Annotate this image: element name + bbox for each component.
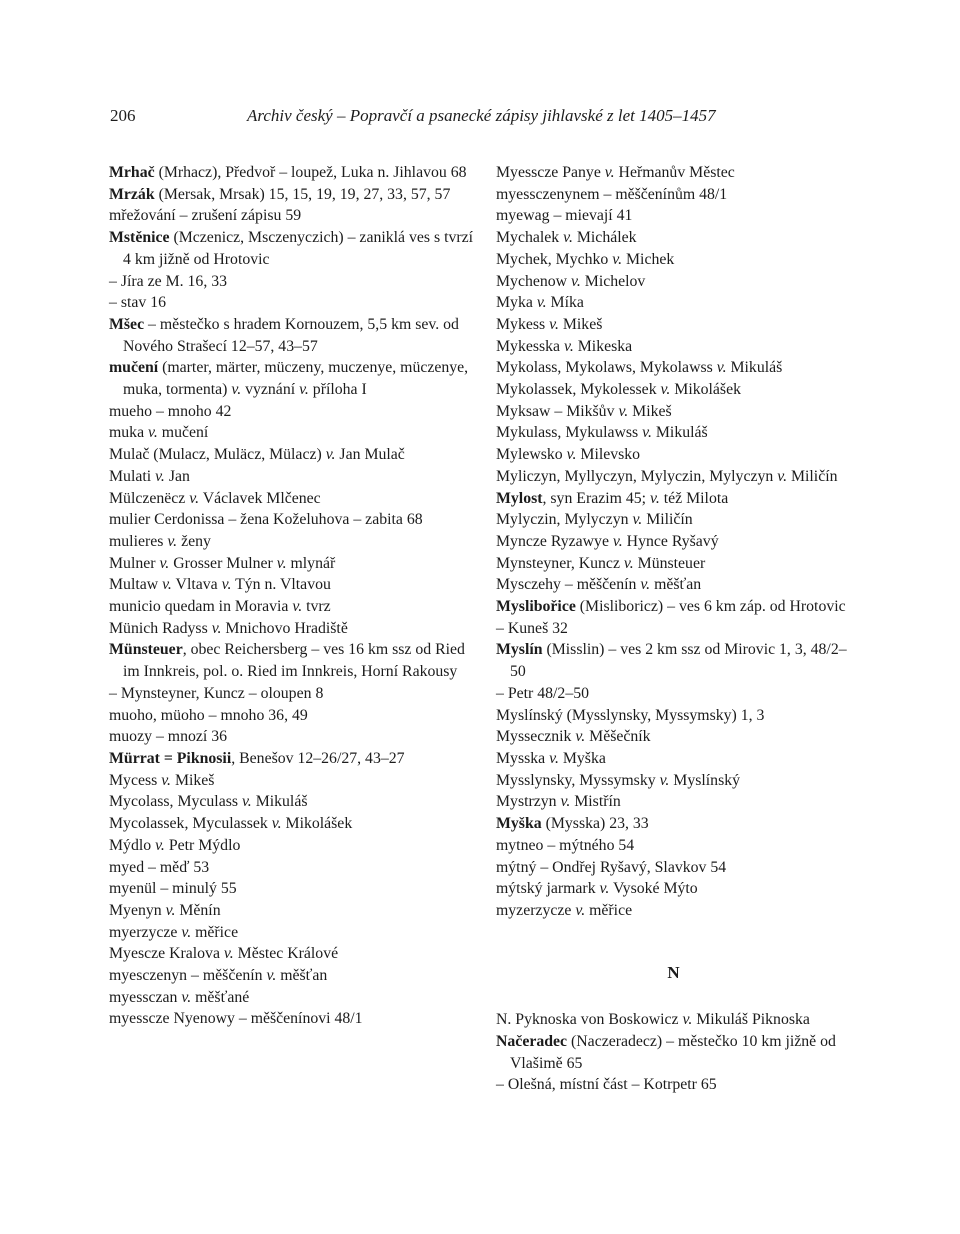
entry-text: mytneo – mýtného 54 [496, 836, 635, 854]
entry-text: , syn Erazim 45; [542, 489, 651, 507]
entry-text: Mylewsko [496, 446, 567, 464]
see-reference-marker: v. [575, 728, 586, 746]
index-entry [109, 292, 474, 314]
entry-reference: Mikeš [628, 402, 672, 420]
entry-headword: Mrhač [109, 164, 155, 181]
index-entry [109, 314, 474, 357]
see-reference-marker: v. [612, 532, 623, 550]
entry-headword: Mylost [496, 489, 543, 507]
see-reference-marker: v. [167, 532, 178, 550]
entry-reference: Grosser Mulner [169, 554, 277, 572]
entry-text: (Misslin) – ves 2 km ssz od Mirovic 1, 3, 48/2–50 [510, 641, 847, 681]
entry-reference: Měšečník [585, 728, 651, 746]
see-reference-marker: v. [162, 576, 172, 594]
entry-text: Mycolassek, Myculassek [109, 815, 272, 833]
index-entry [496, 596, 861, 618]
entry-text: myerzycze [109, 923, 182, 941]
entry-reference: Václavek Mlčenec [199, 489, 321, 507]
index-entry [496, 379, 861, 401]
entry-text: – Mynsteyner, Kuncz – oloupen 8 [109, 684, 324, 702]
entry-reference: Mikuláš [726, 359, 783, 377]
entry-text: Mykulass, Mykulawss [496, 424, 643, 442]
see-reference-marker: v. [659, 771, 670, 789]
entry-reference: Milevsko [576, 446, 641, 464]
entry-text: Mysslynsky, Myssymsky [496, 771, 660, 789]
entry-reference: Mikeska [573, 337, 633, 355]
entry-reference: Hynce Ryšavý [622, 532, 719, 550]
index-entry [109, 574, 474, 596]
index-entry [496, 683, 861, 705]
index-entry [109, 683, 474, 705]
index-entry [109, 791, 474, 813]
index-entry [496, 184, 861, 206]
entry-text: Mysska [496, 749, 550, 767]
entry-reference: měšťan [276, 967, 328, 985]
entry-text: (Mczenicz, Msczenyczich) – zaniklá ves s tvrzí 4 km jižně od Hrotovic [123, 229, 474, 268]
entry-headword: Myslín [496, 641, 543, 659]
see-reference-marker: v. [148, 424, 158, 442]
entry-text: Myescze Kralova [109, 945, 224, 963]
index-entry [109, 705, 474, 727]
entry-text: Mychenow [496, 272, 572, 290]
index-entry [496, 705, 861, 727]
index-column-right [496, 162, 861, 1096]
entry-reference: Michek [622, 250, 675, 268]
entry-text: muoho, müoho – mnoho 36, 49 [109, 706, 308, 724]
entry-reference: Münsteuer [633, 554, 706, 572]
entry-headword: Mrzák [109, 185, 155, 203]
index-entry [496, 422, 861, 444]
entry-reference: Jan Mulač [335, 446, 405, 464]
entry-reference: Mikuláš [651, 424, 708, 442]
see-reference-marker: v. [223, 945, 234, 963]
index-entries-n [496, 1009, 861, 1096]
index-entry [496, 444, 861, 466]
entry-reference: Mnichovo Hradiště [221, 619, 348, 637]
entry-headword: Myslibořice [496, 598, 576, 616]
entry-text: Mychalek [496, 229, 564, 247]
index-entry [496, 618, 861, 640]
entry-text: , Benešov 12–26/27, 43–27 [231, 749, 405, 767]
entry-text: Mynsteyner, Kuncz [496, 554, 624, 572]
index-entry [496, 162, 861, 184]
entry-reference: Myslínský [669, 771, 741, 789]
entry-reference: Michálek [572, 229, 637, 247]
entry-reference: Mikolášek [670, 381, 741, 399]
see-reference-marker: v. [325, 446, 336, 464]
entry-text: mýtný – Ondřej Ryšavý, Slavkov 54 [496, 858, 727, 876]
index-entry [109, 466, 474, 488]
index-entry [109, 857, 474, 879]
index-entry [496, 639, 861, 682]
index-entry [496, 336, 861, 358]
index-entry [496, 553, 861, 575]
index-entry [109, 813, 474, 835]
index-entry [109, 357, 474, 400]
index-entry [109, 596, 474, 618]
entry-text: – městečko s hradem Kornouzem, 5,5 km sev. od Nového Strašecí 12–57, 43–57 [123, 315, 459, 355]
entry-reference: Mikuláš Piknoska [692, 1011, 810, 1029]
entry-reference: Mikeš [171, 771, 215, 789]
index-entry [496, 249, 861, 271]
index-entry [496, 271, 861, 293]
see-reference-marker: v. [560, 793, 571, 811]
index-entry [496, 227, 861, 249]
entry-reference: měřice [191, 923, 239, 941]
entry-text: myesczenyn – měščenín [109, 967, 267, 985]
entry-text: Mycess [109, 771, 162, 789]
entry-text: mulieres [109, 532, 168, 550]
see-reference-marker: v. [566, 446, 577, 464]
entry-text: Multaw [109, 576, 163, 594]
index-entry [496, 401, 861, 423]
see-reference-marker: v. [642, 424, 652, 442]
index-entry [109, 488, 474, 510]
index-entry [496, 835, 861, 857]
entry-text: (Mysska) 23, 33 [541, 815, 649, 833]
see-reference-marker: v. [716, 359, 727, 377]
index-entry [109, 184, 474, 206]
entry-text: Mystrzyn [496, 793, 561, 811]
see-reference-marker: v. [292, 598, 303, 616]
entry-text: Myslínský (Mysslynsky, Myssymsky) 1, 3 [496, 706, 765, 724]
see-reference-marker: v. [660, 381, 671, 399]
entry-text: Münich Radyss [109, 619, 212, 637]
index-entry [109, 878, 474, 900]
entry-reference: měšťan [650, 576, 702, 594]
entry-reference: měšťané [191, 988, 250, 1006]
see-reference-marker: v. [599, 880, 610, 898]
entry-text: Mylyczin, Mylyczyn [496, 511, 633, 529]
entry-headword: Myška [496, 815, 542, 833]
see-reference-marker: v. [536, 294, 547, 312]
see-reference-marker: v. [612, 250, 623, 268]
index-entry [496, 292, 861, 314]
see-reference-marker: v. [299, 381, 309, 399]
index-entry [496, 900, 861, 922]
entry-text: Mykolass, Mykolaws, Mykolawss [496, 359, 717, 377]
entry-text: (Mersak, Mrsak) 15, 15, 19, 19, 27, 33, 57, 57 [154, 185, 451, 203]
entry-text: Myksaw – Mikšův [496, 402, 619, 420]
see-reference-marker: v. [271, 815, 282, 833]
index-entry [496, 1074, 861, 1096]
entry-text: Mycolass, Myculass [109, 793, 242, 811]
entry-reference: též Milota [659, 489, 729, 507]
entry-reference: Vltava [171, 576, 222, 594]
entry-text: myenül – minulý 55 [109, 880, 237, 898]
entry-text: – Kuneš 32 [496, 619, 568, 637]
entry-reference: tvrz [302, 598, 331, 616]
index-entry [496, 813, 861, 835]
see-reference-marker: v. [231, 381, 242, 399]
see-reference-marker: v. [682, 1011, 693, 1029]
index-entry [109, 639, 474, 682]
entry-reference: mučení [157, 424, 209, 442]
index-entry [109, 422, 474, 444]
see-reference-marker: v. [189, 489, 200, 507]
see-reference-marker: v. [563, 229, 573, 247]
entry-reference: Petr Mýdlo [164, 836, 241, 854]
index-entry [109, 205, 474, 227]
entry-reference: mlynář [286, 554, 336, 572]
entry-text: – stav 16 [109, 294, 167, 312]
entry-reference: Mistřín [570, 793, 621, 811]
entry-reference: Mikeš [558, 315, 603, 333]
see-reference-marker: v. [640, 576, 651, 594]
page-header [110, 106, 730, 128]
index-entry [109, 618, 474, 640]
see-reference-marker: v. [623, 554, 634, 572]
entry-text: myessczenynem – měščenínům 48/1 [496, 185, 728, 203]
index-entry [496, 466, 861, 488]
entry-text: Mysczehy – měščenín [496, 576, 641, 594]
see-reference-marker: v. [159, 554, 170, 572]
entry-text: Myesscze Panye [496, 164, 605, 181]
entry-text: Mýdlo [109, 836, 156, 854]
index-entry [496, 791, 861, 813]
index-entry [109, 509, 474, 531]
entry-text: N. Pyknoska von Boskowicz [496, 1011, 683, 1029]
entry-text: muka [109, 424, 149, 442]
entry-reference: Mikolášek [281, 815, 353, 833]
see-reference-marker: v. [604, 164, 615, 181]
entry-reference: Míka [546, 294, 584, 312]
index-entry [496, 748, 861, 770]
index-entry [109, 726, 474, 748]
index-entry [496, 1031, 861, 1074]
entry-reference: příloha I [308, 381, 367, 399]
see-reference-marker: v. [165, 901, 176, 919]
see-reference-marker: v. [777, 467, 788, 485]
entry-text: mřežování – zrušení zápisu 59 [109, 207, 302, 225]
see-reference-marker: v. [211, 619, 222, 637]
index-entry [496, 726, 861, 748]
entry-text: Myssecznik [496, 728, 576, 746]
entry-reference: Mikuláš [251, 793, 308, 811]
entry-text: Mülczenëcz [109, 489, 190, 507]
entry-reference: Měnín [175, 901, 221, 919]
index-entry [109, 835, 474, 857]
index-entry [109, 965, 474, 987]
entry-text: , obec Reichersberg – ves 16 km ssz od Ried im Innkreis, pol. o. Ried im Innkreis, Horní Rakousy [123, 641, 465, 681]
index-entry [496, 857, 861, 879]
index-entry [496, 878, 861, 900]
entry-text: muozy – mnozí 36 [109, 728, 228, 746]
see-reference-marker: v. [155, 467, 165, 485]
running-title: Archiv český – Popravčí a psanecké zápisy jihlavské z let 1405–1457 [247, 106, 716, 125]
entry-text: Myncze Ryzawye [496, 532, 613, 550]
see-reference-marker: v. [266, 967, 277, 985]
index-entry [496, 1009, 861, 1031]
entry-text: myed – měď 53 [109, 858, 210, 876]
entry-reference: Miličín [642, 511, 693, 529]
entry-text: Myliczyn, Myllyczyn, Mylyczin, Mylyczyn [496, 467, 778, 485]
see-reference-marker: v. [241, 793, 252, 811]
index-entry [496, 574, 861, 596]
see-reference-marker: v. [181, 923, 192, 941]
entry-text: – Jíra ze M. 16, 33 [109, 272, 228, 290]
see-reference-marker: v. [575, 901, 586, 919]
entry-reference: měřice [585, 901, 633, 919]
entry-text: (Mrhacz), Předvoř – loupež, Luka n. Jihlavou 68 [154, 164, 467, 181]
index-entry [109, 531, 474, 553]
entry-text: Mykess [496, 315, 550, 333]
entry-reference: Myška [558, 749, 606, 767]
index-entry [109, 401, 474, 423]
index-entry [109, 900, 474, 922]
entry-text: mulier Cerdonissa – žena Koželuhova – zabita 68 [109, 511, 423, 529]
index-entry [109, 271, 474, 293]
entry-text: Mykolassek, Mykolessek [496, 381, 661, 399]
index-entry [109, 922, 474, 944]
see-reference-marker: v. [650, 489, 660, 507]
entry-text: Mulner [109, 554, 160, 572]
index-entry [109, 943, 474, 965]
entry-headword: Münsteuer [109, 641, 183, 659]
see-reference-marker: v. [161, 771, 172, 789]
entry-headword: Mstěnice [109, 229, 170, 247]
entry-text: Myenyn [109, 901, 166, 919]
entry-text: municio quedam in Moravia [109, 598, 293, 616]
section-letter: N [667, 962, 680, 982]
entry-text: – Olešná, místní část – Kotrpetr 65 [496, 1076, 717, 1094]
see-reference-marker: v. [155, 836, 165, 854]
index-entry [109, 444, 474, 466]
entry-headword: Načeradec [496, 1033, 568, 1051]
index-entry [109, 227, 474, 270]
entry-text: (Naczeradecz) – městečko 10 km jižně od Vlašimě 65 [510, 1033, 836, 1072]
entry-reference: Heřmanův Městec [614, 164, 735, 181]
entry-text: mueho – mnoho 42 [109, 402, 232, 420]
index-entry [496, 357, 861, 379]
entry-reference: Jan [164, 467, 190, 485]
entry-text: mýtský jarmark [496, 880, 600, 898]
index-column-left [109, 162, 474, 1030]
index-entry [496, 770, 861, 792]
see-reference-marker: v. [221, 576, 232, 594]
index-entry [109, 748, 474, 770]
entry-text: (marter, märter, müczeny, muczenye, müczenye, muka, tormenta) [123, 359, 469, 399]
index-entries-m [496, 162, 861, 922]
index-entry [109, 162, 474, 184]
entry-text: myewag – mievají 41 [496, 207, 633, 225]
see-reference-marker: v. [632, 511, 643, 529]
entry-text: – Petr 48/2–50 [496, 684, 590, 702]
entry-text: myzerzycze [496, 901, 576, 919]
see-reference-marker: v. [181, 988, 192, 1006]
entry-text: myesscze Nyenowy – měščenínovi 48/1 [109, 1010, 363, 1028]
see-reference-marker: v. [571, 272, 581, 290]
entry-text: Mulati [109, 467, 156, 485]
entry-headword: Mšec [109, 315, 145, 333]
entry-reference: ženy [177, 532, 211, 550]
entry-reference: Městec Králové [233, 945, 339, 963]
page-number: 206 [110, 106, 136, 125]
entry-text: myessczan [109, 988, 182, 1006]
entry-reference: Michelov [580, 272, 646, 290]
entry-reference: Miličín [787, 467, 838, 485]
entry-text: (Misliboricz) – ves 6 km záp. od Hrotovic [575, 598, 846, 616]
index-entry [496, 531, 861, 553]
entry-headword: mučení [109, 359, 159, 377]
index-entry [496, 314, 861, 336]
index-entry [109, 553, 474, 575]
entry-headword: Mürrat = Piknosii [109, 749, 232, 767]
entry-text: Mychek, Mychko [496, 250, 613, 268]
see-reference-marker: v. [564, 337, 574, 355]
index-entry [496, 205, 861, 227]
entry-text: Mulač (Mulacz, Muläcz, Mülacz) [109, 446, 326, 464]
see-reference-marker: v. [549, 315, 559, 333]
see-reference-marker: v. [276, 554, 287, 572]
entry-reference: Vysoké Mýto [609, 880, 698, 898]
entry-reference: Týn n. Vltavou [231, 576, 331, 594]
see-reference-marker: v. [618, 402, 629, 420]
index-entry [109, 987, 474, 1009]
entry-reference: vyznání [241, 381, 300, 399]
index-entry [109, 770, 474, 792]
entry-text: Myka [496, 294, 537, 312]
see-reference-marker: v. [549, 749, 559, 767]
index-entry [496, 488, 861, 510]
entry-text: Mykesska [496, 337, 565, 355]
index-entry [109, 1008, 474, 1030]
index-entry [496, 509, 861, 531]
